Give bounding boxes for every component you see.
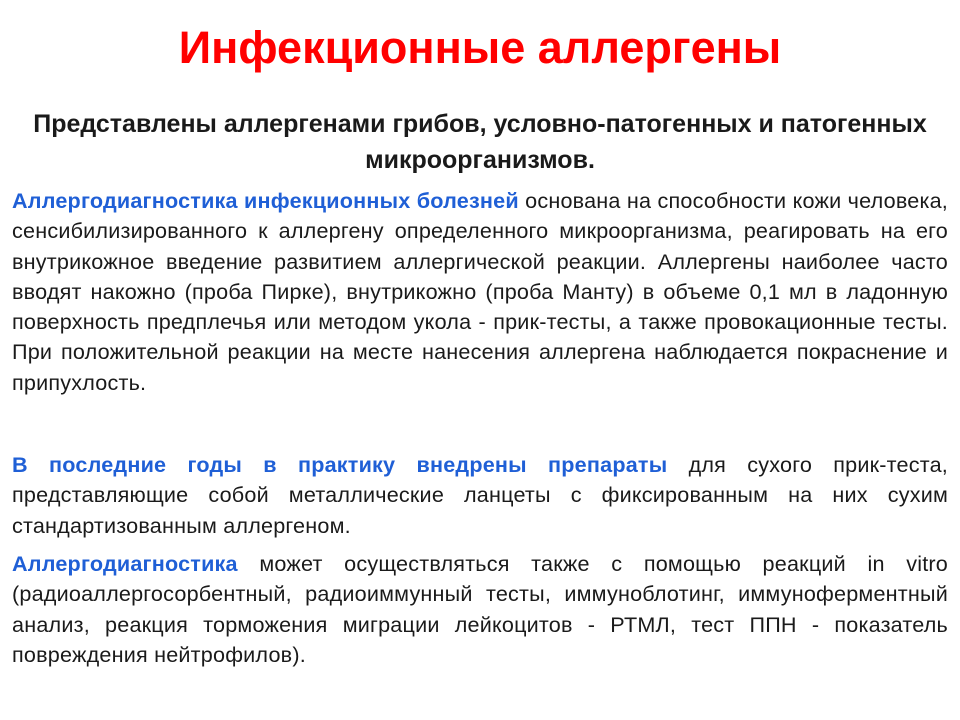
paragraph-highlight: Аллергодиагностика [12,551,238,576]
paragraph-text: основана на способности кожи человека, сенсибилизированного к аллергену определенного микроорганизма, реагировать на его внутрикожное введение развитием аллергической реакции. Аллергены наиболее часто вводят накожно (проба Пирке), внутрикожно (проба Манту) в объеме 0,1 мл в ладонную поверхность предплечья или методом укола - прик-тесты, а также провокационные тесты. При положительной реакции на месте нанесения аллергена наблюдается покраснение и припухлость. [12,188,948,395]
paragraph-highlight: В последние годы в практику внедрены препараты [12,452,668,477]
paragraph-prick-test [12,450,948,541]
paragraph-allergodiagnostics [12,186,948,398]
paragraph-text: может осуществляться также с помощью реакций in vitro (радиоаллергосорбентный, радиоиммунный тесты, иммуноблотинг, иммуноферментный анализ, реакция торможения миграции лейкоцитов - РТМЛ, тест ППН - показатель повреждения нейтрофилов). [12,551,948,667]
paragraph-text: для сухого прик-теста, представляющие собой металлические ланцеты с фиксированным на них сухим стандартизованным аллергеном. [12,452,948,538]
slide-subtitle: Представлены аллергенами грибов, условно-патогенных и патогенных микроорганизмов. [33,110,927,174]
paragraph-in-vitro [12,549,948,670]
paragraph-highlight: Аллергодиагностика инфекционных болезней [12,188,519,213]
slide-title: Инфекционные аллергены [178,22,782,73]
